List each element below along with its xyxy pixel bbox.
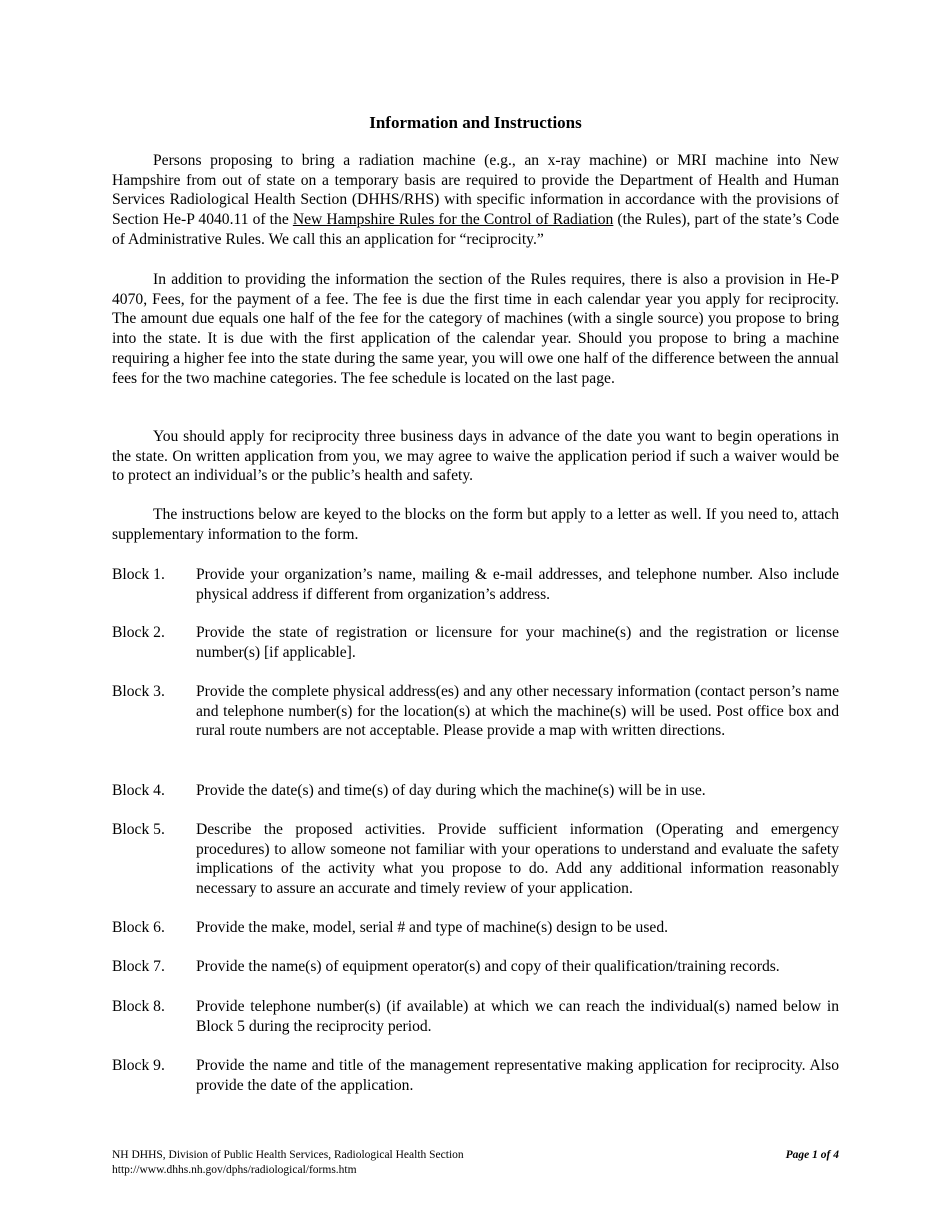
instructions-paragraph: The instructions below are keyed to the blocks on the form but apply to a letter as well. If you need to, attach supplementary information to the form. [112, 506, 839, 543]
block-text: Provide the name(s) of equipment operator(s) and copy of their qualification/training records. [196, 958, 780, 975]
block-text: Provide the name and title of the management representative making application for reciprocity. Also provide the date of the application. [196, 1057, 839, 1094]
block-text: Provide the state of registration or licensure for your machine(s) and the registration or license number(s) [if applicable]. [196, 624, 839, 661]
block-2-instruction [112, 623, 839, 662]
footer-source [112, 1148, 464, 1178]
page-number: Page 1 of 4 [785, 1149, 839, 1161]
block-label: Block 2. [112, 624, 165, 641]
block-text: Provide the make, model, serial # and type of machine(s) design to be used. [196, 919, 669, 936]
rules-title-underlined: New Hampshire Rules for the Control of Radiation [292, 211, 614, 229]
block-text: Provide the complete physical address(es) and any other necessary information (contact person’s name and telephone number(s) for the location(s) at which the machine(s) will be used. Post office box and rural route numbers are not acceptable. Please provide a map with written directions. [196, 683, 839, 740]
block-text: Provide your organization’s name, mailing & e-mail addresses, and telephone number. Also include physical address if different from organization’s address. [196, 566, 839, 603]
page-title: Information and Instructions [369, 113, 582, 132]
block-7-instruction [112, 957, 839, 977]
block-5-instruction [112, 820, 839, 899]
block-label: Block 1. [112, 566, 165, 583]
document-page [112, 0, 839, 1230]
intro-text-end: (the Rules), part of the state’s Code of Administrative Rules. We call this an application for “reciprocity.” [112, 211, 839, 248]
block-text: Provide the date(s) and time(s) of day during which the machine(s) will be in use. [196, 782, 706, 799]
block-6-instruction [112, 918, 839, 938]
block-3-instruction [112, 682, 839, 741]
block-label: Block 4. [112, 782, 165, 799]
block-label: Block 9. [112, 1057, 165, 1074]
intro-paragraph [112, 151, 839, 250]
timing-paragraph: You should apply for reciprocity three business days in advance of the date you want to begin operations in the state. On written application from you, we may agree to waive the application period if such a waiver would be to protect an individual’s or the public’s health and safety. [112, 428, 839, 485]
block-label: Block 6. [112, 919, 165, 936]
block-8-instruction [112, 997, 839, 1036]
block-text: Provide telephone number(s) (if available) at which we can reach the individual(s) named below in Block 5 during the reciprocity period. [196, 998, 839, 1035]
block-4-instruction [112, 781, 839, 801]
footer-organization: NH DHHS, Division of Public Health Services, Radiological Health Section [112, 1149, 464, 1161]
intro-text-start: Persons proposing to bring a radiation machine (e.g., an x-ray machine) or MRI machine into New Hampshire from out of state on a temporary basis are required to provide the Department of Health and Human Services Radiological Health Section (DHHS/RHS) with specific information in accordance with the provisions of Section He-P 4040.11 of the [112, 152, 839, 229]
footer-url: http://www.dhhs.nh.gov/dphs/radiological/forms.htm [112, 1164, 357, 1176]
block-label: Block 3. [112, 683, 165, 700]
block-1-instruction [112, 565, 839, 604]
block-text: Describe the proposed activities. Provide sufficient information (Operating and emergency procedures) to allow someone not familiar with your operations to understand and evaluate the safety implications of the activity what you propose to do. Add any additional information reasonably necessary to assure an accurate and timely review of your application. [196, 821, 839, 898]
block-label: Block 8. [112, 998, 165, 1015]
block-label: Block 7. [112, 958, 165, 975]
block-label: Block 5. [112, 821, 165, 838]
block-9-instruction [112, 1056, 839, 1095]
fee-paragraph: In addition to providing the information the section of the Rules requires, there is also a provision in He-P 4070, Fees, for the payment of a fee. The fee is due the first time in each calendar year you apply for reciprocity. The amount due equals one half of the fee for the category of machines (with a single source) you propose to bring into the state. It is due with the first application of the calendar year. Should you propose to bring a machine requiring a higher fee into the state during the same year, you will owe one half of the difference between the annual fees for the two machine categories. The fee schedule is located on the last page. [112, 271, 839, 387]
